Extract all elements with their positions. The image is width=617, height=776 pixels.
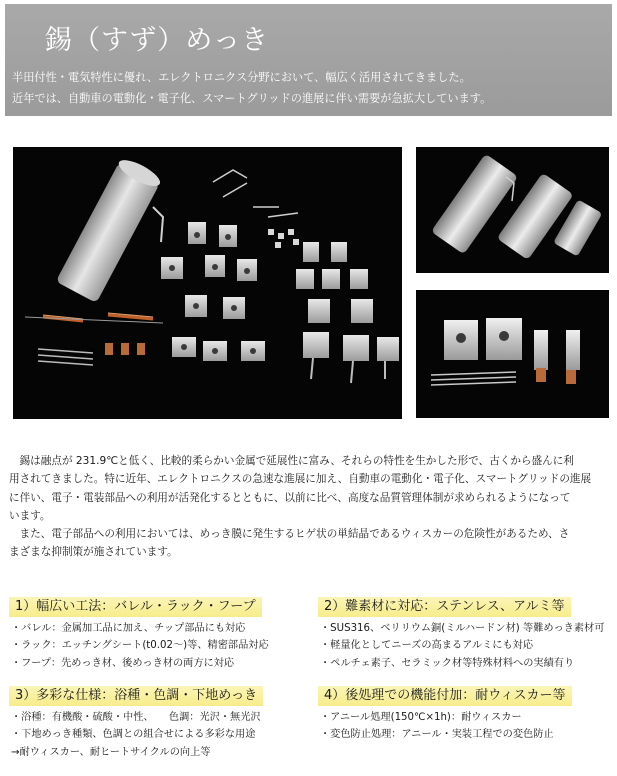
body-line: 用されてきました。特に近年、エレクトロニクスの急速な進展に加え、自動車の電動化・電子化、スマートグリッドの進展 [9, 473, 592, 486]
feature-heading: 1）幅広い工法：バレル・ラック・フープ [9, 597, 262, 617]
feature-item: ・浴種：有機酸・硫酸・中性、 色調：光沢・無光沢 [11, 711, 261, 723]
feature-block-4 [318, 686, 613, 744]
body-line: に伴い、電子・電装部品への利用が活発化するとともに、以前に比べ、高度な品質管理体制が求められるようになって [9, 491, 571, 504]
feature-item: ・下地めっき種類、色調との組合せによる多彩な用途 [11, 729, 256, 740]
feature-item: ・フープ：先めっき材、後めっき材の両方に対応 [11, 657, 235, 669]
feature-item: ・ラック：エッチングシート(t0.02～)等、精密部品対応 [11, 640, 269, 651]
feature-item: ・SUS316、ベリリウム銅(ミルハードン材) 等難めっき素材可 [320, 622, 605, 634]
intro-line-1: 半田付性・電気特性に優れ、エレクトロニクス分野において、幅広く活用されてきました。 [12, 71, 471, 84]
feature-heading: 3）多彩な仕様：浴種・色調・下地めっき [9, 686, 263, 706]
feature-block-3 [9, 686, 309, 761]
feature-item: ・軽量化としてニーズの高まるアルミにも対応 [320, 640, 534, 651]
feature-item: →耐ウィスカー、耐ヒートサイクルの向上等 [11, 746, 211, 758]
feature-item: ・ペルチェ素子、セラミック材等特殊材料への実績有り [320, 657, 575, 669]
body-line: 錫は融点が 231.9℃と低く、比較的柔らかい金属で延展性に富み、それらの特性を生かした形で、古くから盛んに利 [9, 455, 574, 467]
page-title: 錫（すず）めっき [45, 25, 269, 56]
product-photo-terminals [416, 290, 609, 418]
body-line: います。 [9, 509, 51, 522]
product-photo-tubes [416, 147, 609, 273]
body-line: まざまな抑制策が施されています。 [9, 546, 178, 559]
feature-item: ・アニール処理(150℃×1h)：耐ウィスカー [320, 711, 522, 723]
header-banner [5, 4, 612, 116]
feature-block-1 [9, 597, 309, 672]
feature-heading: 2）難素材に対応：ステンレス、アルミ等 [318, 597, 571, 617]
feature-item: ・変色防止処理：アニール・実装工程での変色防止 [320, 729, 554, 740]
body-paragraph [9, 452, 609, 562]
product-photo-main [13, 147, 402, 419]
feature-block-2 [318, 597, 613, 672]
intro-line-2: 近年では、自動車の電動化・電子化、スマートグリッドの進展に伴い需要が急拡大しています。 [12, 92, 492, 105]
feature-heading: 4）後処理での機能付加：耐ウィスカー等 [318, 686, 572, 706]
feature-item: ・バレル：金属加工品に加え、チップ部品にも対応 [11, 622, 246, 634]
body-line: また、電子部品への利用においては、めっき膜に発生するヒゲ状の単結晶であるウィスカーの危険性があるため、さ [9, 528, 570, 541]
